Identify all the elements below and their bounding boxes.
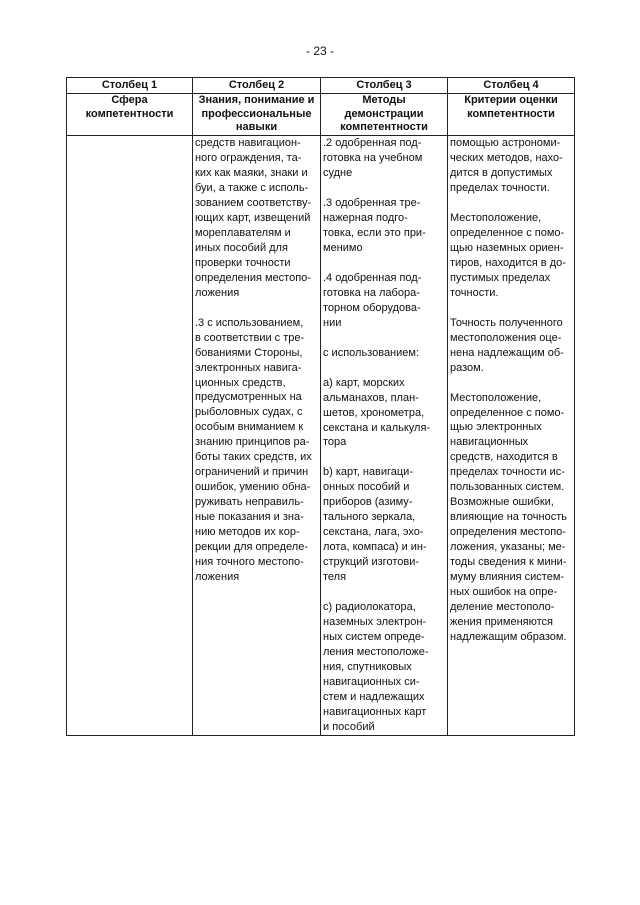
text-line: менимо bbox=[323, 241, 363, 254]
column-title-row bbox=[67, 93, 575, 135]
blank-line bbox=[450, 196, 572, 211]
text-line: надлежащим образом. bbox=[450, 630, 567, 643]
text-line: судне bbox=[323, 167, 353, 180]
text-line: .3 одобренная тре- bbox=[323, 197, 421, 210]
header-line: навыки bbox=[235, 121, 278, 134]
knowledge-cell bbox=[193, 136, 321, 735]
text-line: иных пособий для bbox=[195, 241, 288, 254]
text-line: ложения bbox=[195, 570, 240, 583]
text-line: средств, находится в bbox=[450, 451, 558, 464]
text-line: определенное с помо- bbox=[450, 406, 565, 419]
text-line: струкций изготови- bbox=[323, 556, 420, 569]
text-line: ления местоположе- bbox=[323, 645, 429, 658]
text-line: альманахов, план- bbox=[323, 391, 419, 404]
competence-area-cell bbox=[67, 136, 193, 735]
text-line: тора bbox=[323, 436, 347, 449]
header-line: Критерии оценки bbox=[464, 93, 558, 106]
text-line: c) радиолокатора, bbox=[323, 601, 416, 614]
text-line: нию методов их кор- bbox=[195, 526, 300, 539]
text-line: зованием соответству- bbox=[195, 197, 312, 210]
column-4-header: Столбец 4 bbox=[448, 78, 575, 94]
text-line: ного ограждения, та- bbox=[195, 152, 302, 165]
text-line: средств навигацион- bbox=[195, 137, 301, 150]
blank-line bbox=[323, 450, 445, 465]
header-line: Методы bbox=[362, 93, 406, 106]
text-line: особым вниманием к bbox=[195, 421, 304, 434]
text-line: .2 одобренная под- bbox=[323, 137, 422, 150]
text-line: щью наземных ориен- bbox=[450, 241, 564, 254]
text-line: навигационных карт bbox=[323, 705, 427, 718]
text-line: навигационных bbox=[450, 436, 529, 449]
text-line: деление местополо- bbox=[450, 600, 555, 613]
text-line: знанию принципов ра- bbox=[195, 436, 310, 449]
text-line: готовка на лабора- bbox=[323, 286, 420, 299]
header-line: Знания, понимание и bbox=[198, 93, 315, 106]
competence-table bbox=[66, 77, 575, 736]
text-line: ошибок, умению обна- bbox=[195, 481, 311, 494]
text-line: наземных электрон- bbox=[323, 615, 427, 628]
header-line: демонстрации bbox=[344, 107, 424, 120]
text-line: дится в допустимых bbox=[450, 167, 553, 180]
text-line: ких как маяки, знаки и bbox=[195, 167, 308, 180]
text-line: определенное с помо- bbox=[450, 226, 565, 239]
text-line: муму влияния систем- bbox=[450, 570, 565, 583]
text-line: жения применяются bbox=[450, 615, 554, 628]
text-line: разом. bbox=[450, 361, 484, 374]
text-line: .4 одобренная под- bbox=[323, 271, 422, 284]
text-line: бованиями Стороны, bbox=[195, 346, 303, 359]
text-line: нена надлежащим об- bbox=[450, 346, 564, 359]
text-line: ложения bbox=[195, 286, 240, 299]
text-line: ческих методов, нахо- bbox=[450, 152, 563, 165]
header-line: компетентности bbox=[340, 121, 428, 134]
text-line: стем и надлежащих bbox=[323, 690, 425, 703]
text-line: щью электронных bbox=[450, 421, 542, 434]
text-line: буи, а также с исполь- bbox=[195, 182, 309, 195]
header-line: компетентности bbox=[85, 107, 174, 120]
text-line: ограничений и причин bbox=[195, 466, 309, 479]
header-line: компетентности bbox=[467, 107, 555, 120]
text-line: рыболовных судах, с bbox=[195, 406, 303, 419]
blank-line bbox=[195, 301, 318, 316]
text-line: мореплавателям и bbox=[195, 226, 291, 239]
text-line: нажерная подго- bbox=[323, 212, 408, 225]
column-3-header: Столбец 3 bbox=[321, 78, 448, 94]
blank-line bbox=[323, 585, 445, 600]
text-line: .3 с использованием, bbox=[195, 316, 304, 329]
text-line: и пособий bbox=[323, 720, 375, 733]
text-line: ционных средств, bbox=[195, 376, 286, 389]
text-line: товка, если это при- bbox=[323, 226, 426, 239]
blank-line bbox=[450, 301, 572, 316]
header-line: Сфера bbox=[111, 93, 148, 106]
text-line: пустимых пределах bbox=[450, 271, 551, 284]
text-line: ных систем опреде- bbox=[323, 630, 425, 643]
text-line: помощью астрономи- bbox=[450, 137, 561, 150]
text-line: нии bbox=[323, 316, 342, 329]
text-line: b) карт, навигаци- bbox=[323, 466, 413, 479]
text-line: ных ошибок на опре- bbox=[450, 585, 558, 598]
blank-line bbox=[450, 376, 572, 391]
blank-line bbox=[323, 256, 445, 271]
text-line: с использованием: bbox=[323, 346, 420, 359]
text-line: ния, спутниковых bbox=[323, 660, 412, 673]
text-line: точности. bbox=[450, 286, 499, 299]
column-1-header: Столбец 1 bbox=[67, 78, 193, 94]
text-line: Точность полученного bbox=[450, 316, 563, 329]
text-line: секстана и калькуля- bbox=[323, 421, 431, 434]
text-line: определения местопо- bbox=[195, 271, 311, 284]
text-line: ные показания и зна- bbox=[195, 511, 304, 524]
text-line: торном оборудова- bbox=[323, 301, 421, 314]
text-line: ющих карт, извещений bbox=[195, 211, 311, 224]
criteria-header bbox=[448, 93, 575, 135]
text-line: приборов (азиму- bbox=[323, 496, 413, 509]
column-2-header: Столбец 2 bbox=[193, 78, 321, 94]
text-line: руживать неправиль- bbox=[195, 496, 304, 509]
text-line: пределах точности ис- bbox=[450, 466, 565, 479]
text-line: онных пособий и bbox=[323, 481, 410, 494]
header-line: профессиональные bbox=[201, 107, 312, 120]
text-line: a) карт, морских bbox=[323, 376, 405, 389]
text-line: Возможные ошибки, bbox=[450, 496, 554, 509]
table-row bbox=[67, 136, 575, 735]
text-line: тального зеркала, bbox=[323, 511, 416, 524]
text-line: тиров, находится в до- bbox=[450, 256, 566, 269]
text-line: определения местопо- bbox=[450, 526, 566, 539]
methods-header bbox=[321, 93, 448, 135]
text-line: шетов, хронометра, bbox=[323, 406, 425, 419]
text-line: Местоположение, bbox=[450, 212, 542, 225]
text-line: готовка на учебном bbox=[323, 152, 423, 165]
text-line: рекции для определе- bbox=[195, 540, 308, 553]
text-line: проверки точности bbox=[195, 256, 291, 269]
text-line: электронных навига- bbox=[195, 361, 302, 374]
text-line: лота, компаса) и ин- bbox=[323, 541, 427, 554]
competence-area-header bbox=[67, 93, 193, 135]
blank-line bbox=[323, 331, 445, 346]
text-line: предусмотренных на bbox=[195, 391, 302, 404]
blank-line bbox=[323, 181, 445, 196]
text-line: пользованных систем. bbox=[450, 481, 565, 494]
text-line: боты таких средств, их bbox=[195, 451, 312, 464]
text-line: тоды сведения к мини- bbox=[450, 556, 567, 569]
methods-cell bbox=[321, 136, 448, 735]
text-line: навигационных си- bbox=[323, 675, 420, 688]
text-line: теля bbox=[323, 571, 347, 584]
text-line: влияющие на точность bbox=[450, 511, 567, 524]
page-number: - 23 - bbox=[305, 44, 334, 58]
criteria-cell bbox=[448, 136, 575, 735]
text-line: Местоположение, bbox=[450, 391, 542, 404]
text-line: ния точного местопо- bbox=[195, 555, 304, 568]
text-line: местоположения оце- bbox=[450, 331, 562, 344]
knowledge-header bbox=[193, 93, 321, 135]
text-line: секстана, лага, эхо- bbox=[323, 526, 424, 539]
column-number-row bbox=[67, 78, 575, 94]
blank-line bbox=[323, 361, 445, 376]
text-line: в соответствии с тре- bbox=[195, 331, 305, 344]
text-line: пределах точности. bbox=[450, 182, 550, 195]
text-line: ложения, указаны; ме- bbox=[450, 541, 566, 554]
